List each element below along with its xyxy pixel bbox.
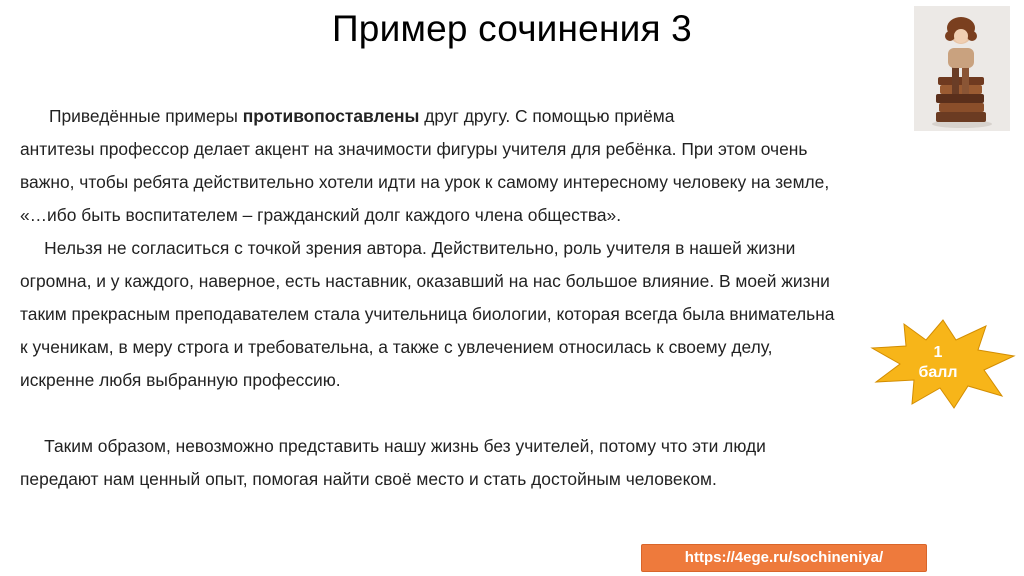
bold-term: противопоставлены [242,106,420,126]
paragraph-1-line-2: антитезы профессор делает акцент на значимости фигуры учителя для ребёнка. При этом очень [20,139,808,159]
paragraph-2-line-2: огромна, и у каждого, наверное, есть наставник, оказавший на нас большое влияние. В моей жизни [20,271,830,291]
paragraph-2-line-3: таким прекрасным преподавателем стала учительница биологии, которая всегда была внимательна [20,304,835,324]
score-number: 1 [933,344,943,361]
paragraph-spacer [20,397,1010,430]
paragraph-3-line-1: Таким образом, невозможно представить нашу жизнь без учителей, потому что эти люди [44,436,766,456]
essay-text [20,100,1010,496]
paragraph-1-line-4: «…ибо быть воспитателем – гражданский долг каждого члена общества». [20,205,622,225]
paragraph-3-line-2: передают нам ценный опыт, помогая найти своё место и стать достойным человеком. [20,469,717,489]
paragraph-1-line-1: Приведённые примеры противопоставлены друг другу. С помощью приёма [49,106,675,126]
paragraph-2-line-5: искренне любя выбранную профессию. [20,370,341,390]
paragraph-2-line-1: Нельзя не согласиться с точкой зрения автора. Действительно, роль учителя в нашей жизни [44,238,796,258]
score-label [906,343,970,383]
paragraph-2-line-4: к ученикам, в меру строга и требовательна, а также с увлечением относилась к своему делу, [20,337,773,357]
paragraph-1-line-3: важно, чтобы ребята действительно хотели идти на урок к самому интересному человеку на земле, [20,172,830,192]
slide-title: Пример сочинения 3 [332,8,692,49]
source-url-link[interactable]: https://4ege.ru/sochineniya/ [641,544,927,572]
score-unit: балл [918,364,958,381]
